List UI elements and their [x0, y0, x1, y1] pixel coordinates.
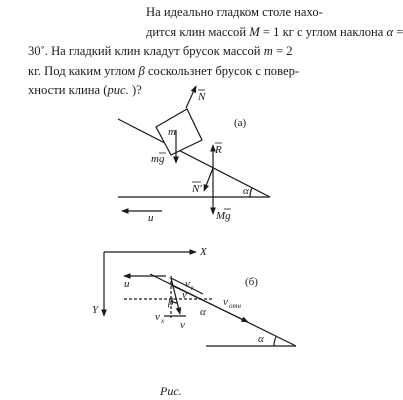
- text-line-5b: )?: [128, 83, 142, 97]
- label-v-bottom: v: [180, 319, 185, 331]
- label-N-prime: N′: [192, 183, 202, 195]
- normal-prime-arrow: [204, 168, 213, 191]
- figure-b: [104, 252, 296, 346]
- label-v-r: v: [185, 278, 190, 290]
- text-line-4a: кг. Под каким углом: [28, 63, 139, 78]
- label-Mg: Mg: [216, 210, 231, 222]
- label-N: N: [198, 91, 206, 103]
- figure-caption: Рис.: [160, 384, 182, 398]
- text-line-2c: =: [393, 24, 403, 39]
- label-alpha-inner: α: [200, 306, 206, 318]
- label-u-a: u: [148, 212, 154, 224]
- label-R: R: [215, 144, 222, 156]
- text-line-5a: хности клина (: [28, 83, 108, 97]
- symbol-m: m: [263, 44, 273, 58]
- text-line-4b: соскользнет брусок с повер-: [144, 63, 300, 78]
- symbol-alpha: α: [386, 24, 394, 39]
- label-alpha-base: α: [258, 333, 264, 345]
- figure-a-labels: [148, 90, 249, 224]
- text-line-3b: = 2: [272, 44, 293, 58]
- label-v-y: v: [182, 289, 187, 301]
- panel-label-b: (б): [245, 276, 258, 288]
- label-u-b: u: [124, 278, 130, 290]
- label-beta: β: [168, 296, 174, 308]
- label-v-otn: v: [223, 296, 228, 308]
- label-v-x: v: [155, 311, 160, 323]
- block-label: m: [168, 126, 176, 138]
- label-Y: Y: [92, 304, 99, 316]
- normal-force-arrow: [186, 86, 196, 108]
- label-mg: mg: [151, 153, 165, 165]
- symbol-M: M: [249, 24, 260, 39]
- label-alpha-a: α: [243, 185, 249, 197]
- figure-ref: рис.: [107, 83, 129, 97]
- text-line-1: На идеально гладком столе нахо-: [146, 5, 323, 19]
- panel-label-a: (а): [234, 117, 247, 129]
- label-X: X: [200, 246, 207, 258]
- text-line-2a: дится клин массой: [146, 24, 250, 39]
- label-v-r-sub: r: [191, 284, 194, 292]
- angle-arc-a: [250, 188, 252, 197]
- angle-arc-b: [274, 337, 276, 346]
- text-line-3a: 30˚. На гладкий клин кладут брусок массой: [28, 44, 264, 58]
- text-line-2b: = 1 кг с углом наклона: [259, 24, 387, 39]
- label-v-otn-sub: отн: [229, 302, 242, 310]
- block-m: [156, 109, 202, 155]
- label-v-x-sub: x: [161, 317, 165, 325]
- figure-b-labels: [92, 246, 264, 345]
- symbol-beta: β: [138, 63, 145, 78]
